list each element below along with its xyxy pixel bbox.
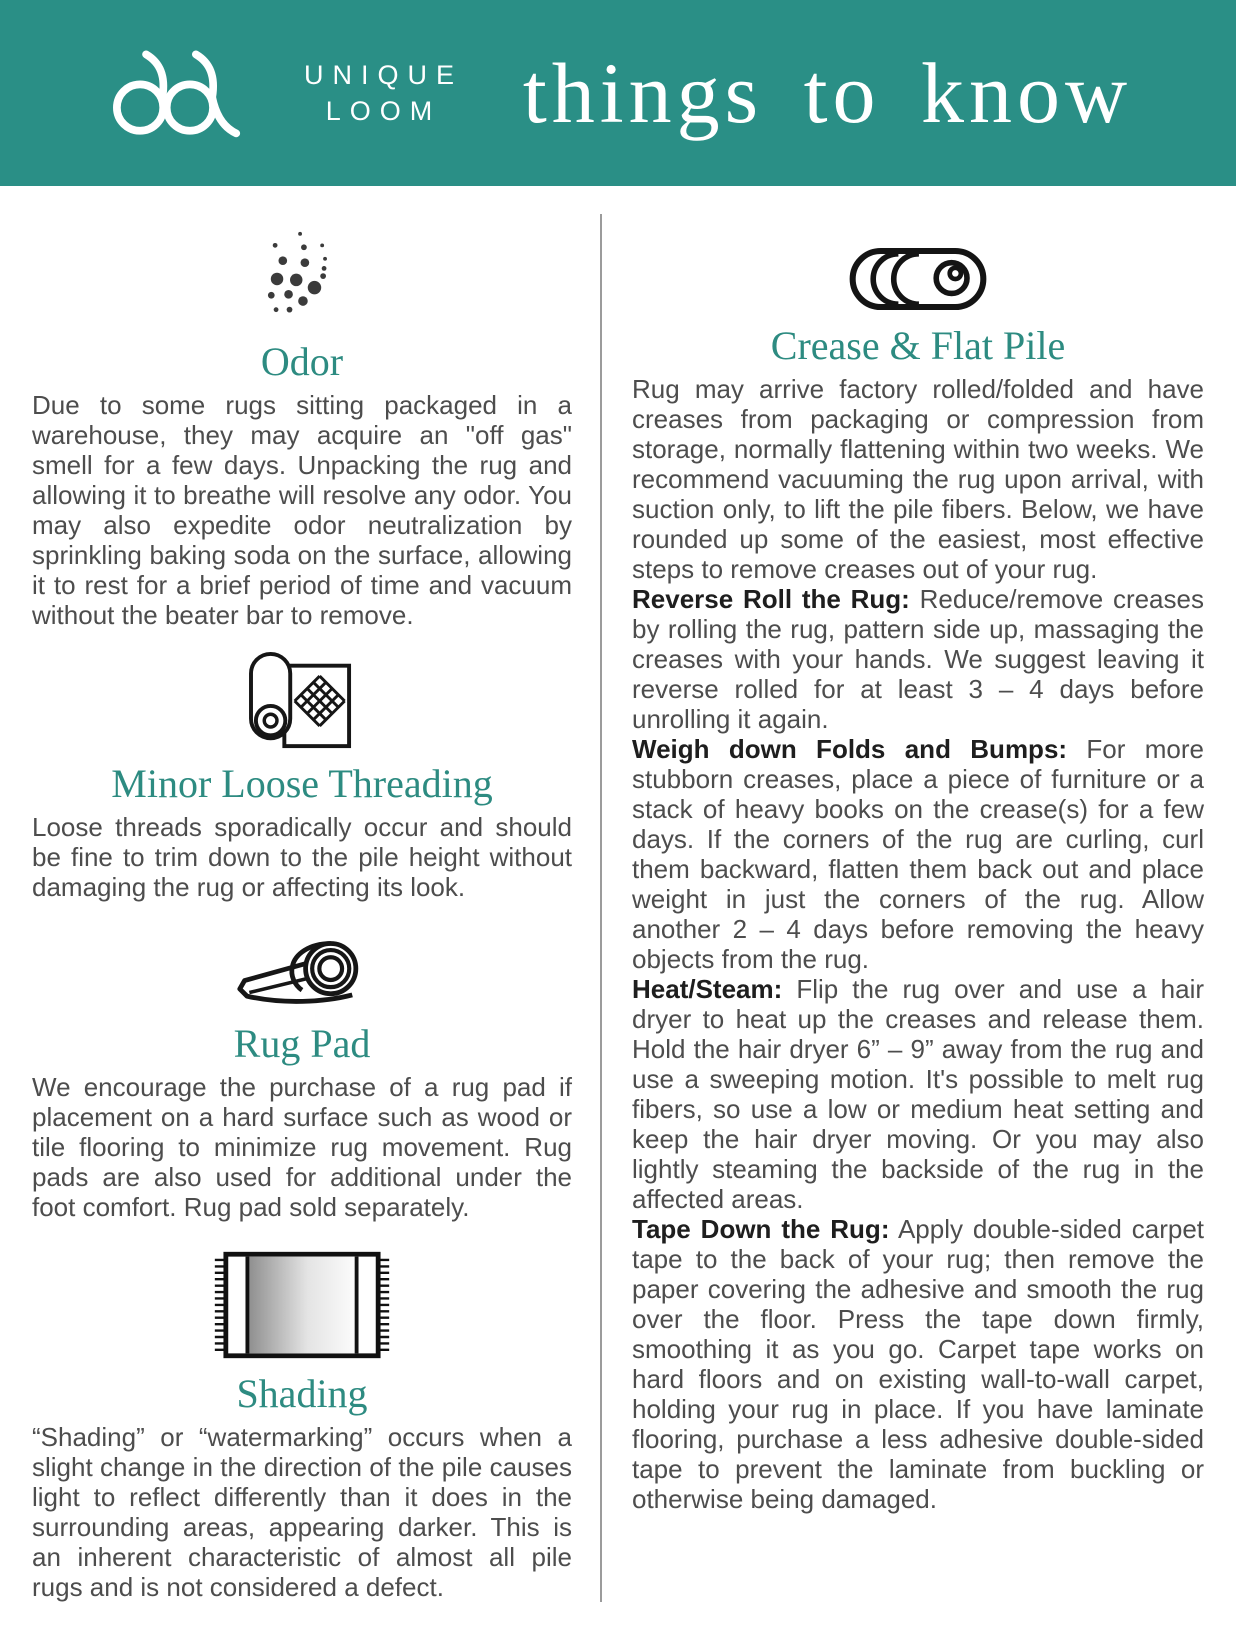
- brand-line-1: UNIQUE: [304, 59, 464, 90]
- brand-block: [104, 45, 463, 141]
- tip-weigh-down-body: For more stubborn creases, place a piece of furniture or a stack of heavy books on the crease(s) for a few days. If the corners of the rug are curling, curl them backward, flatten them back out and place weight in just the corners of the rug. Allow another 2 – 4 days before removing the heavy objects from the rug.: [632, 734, 1204, 974]
- rug-pad-roll-icon: [32, 930, 572, 1012]
- tip-heat-steam-body: Flip the rug over and use a hair dryer to heat up the creases and release them. Hold the hair dryer 6” – 9” away from the rug and use a sweeping motion. It's possible to melt rug fibers, so use a low or medium heat setting and keep the hair dryer moving. Or you may also lightly steaming the backside of the rug in the affected areas.: [632, 974, 1205, 1214]
- page-title: things to know: [522, 45, 1133, 141]
- right-column: [632, 208, 1204, 1602]
- odor-dots-icon: [32, 226, 572, 330]
- loose-threading-heading: Minor Loose Threading: [111, 761, 493, 806]
- shaded-rug-icon: [32, 1248, 572, 1362]
- content-area: [0, 186, 1236, 1638]
- section-shading: [32, 1248, 572, 1602]
- tip-weigh-down-lead: Weigh down Folds and Bumps:: [632, 734, 1068, 764]
- tip-tape-down-lead: Tape Down the Rug:: [632, 1214, 890, 1244]
- unique-loom-logo-icon: [104, 45, 280, 141]
- brand-line-2: LOOM: [325, 96, 442, 126]
- rug-pad-heading: Rug Pad: [233, 1021, 371, 1066]
- rug-pad-body: We encourage the purchase of a rug pad if placement on a hard surface such as wood or tile flooring to minimize rug movement. Rug pads are also used for additional under the foot comfort. Rug pad sold separately.: [32, 1072, 572, 1222]
- column-divider: [600, 214, 602, 1602]
- tip-tape-down: [632, 1214, 1204, 1514]
- left-column: [32, 208, 572, 1602]
- tip-reverse-roll-lead: Reverse Roll the Rug:: [632, 584, 910, 614]
- header-banner: [0, 0, 1236, 186]
- tip-reverse-roll-body: Reduce/remove creases by rolling the rug, pattern side up, massaging the creases with your hands. We suggest leaving it reverse rolled for at least 3 – 4 days before unrolling it again.: [632, 584, 1204, 734]
- section-loose-threading: [32, 650, 572, 902]
- loose-thread-rug-icon: [32, 650, 572, 752]
- odor-heading: Odor: [260, 339, 344, 384]
- tip-weigh-down: [632, 734, 1204, 974]
- tip-heat-steam-lead: Heat/Steam:: [632, 974, 783, 1004]
- tip-reverse-roll: [632, 584, 1204, 734]
- brand-wordmark: [304, 57, 463, 130]
- section-rug-pad: [32, 930, 572, 1222]
- crease-intro: Rug may arrive factory rolled/folded and have creases from packaging or compression from storage, normally flattening within two weeks. We recommend vacuuming the rug upon arrival, with suction only, to lift the pile fibers. Below, we have rounded up some of the easiest, most effective steps to remove creases out of your rug.: [632, 374, 1204, 584]
- odor-body: Due to some rugs sitting packaged in a warehouse, they may acquire an "off gas" smell for a few days. Unpacking the rug and allowing it to breathe will resolve any odor. You may also expedite odor neutralization by sprinkling baking soda on the surface, allowing it to rest for a brief period of time and vacuum without the beater bar to remove.: [32, 390, 572, 630]
- rolled-rug-icon: [632, 244, 1204, 314]
- tip-heat-steam: [632, 974, 1204, 1214]
- section-odor: [32, 226, 572, 630]
- shading-heading: Shading: [236, 1371, 368, 1416]
- shading-body: “Shading” or “watermarking” occurs when a slight change in the direction of the pile causes light to reflect differently than it does in the surrounding areas, appearing darker. This is an inherent characteristic of almost all pile rugs and is not considered a defect.: [32, 1422, 572, 1602]
- tip-tape-down-body: Apply double-sided carpet tape to the back of your rug; then remove the paper covering the adhesive and smooth the rug over the floor. Press the tape down firmly, smoothing it as you go. Carpet tape works on hard floors and on existing wall-to-wall carpet, holding your rug in place. If you have laminate flooring, purchase a less adhesive double-sided tape to prevent the laminate from buckling or otherwise being damaged.: [632, 1214, 1204, 1514]
- loose-threading-body: Loose threads sporadically occur and should be fine to trim down to the pile height without damaging the rug or affecting its look.: [32, 812, 572, 902]
- crease-flat-pile-heading: Crease & Flat Pile: [770, 323, 1066, 368]
